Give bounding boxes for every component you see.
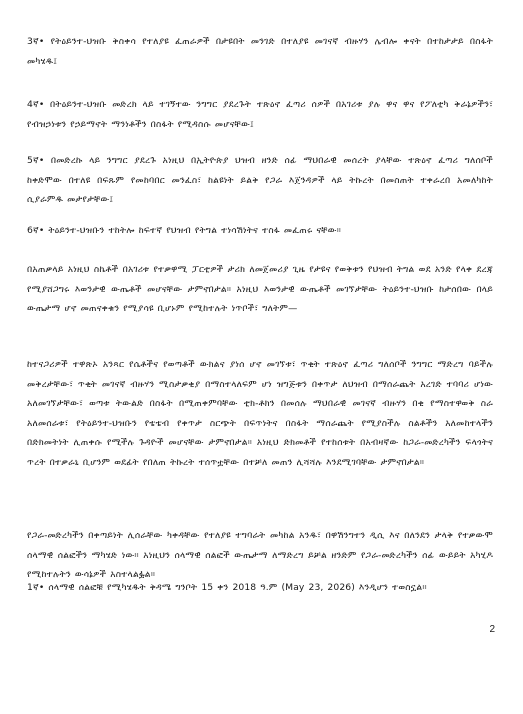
paragraph-decision-1: 1ኛ• ሰላማዊ ሰልፎቹ የሚካሄዱት ቅዳሜ ግንቦት 15 ቀን 2018 ዓ.ም (May 23, 2026) እንዲሆን ተወስኗል። (27, 582, 427, 593)
paragraph-point-3: 3ኛ• የትዕይንተ-ህዝቡ ቅስቀሳ የተለያዩ ፈጠራዎች በታዩበት መንገድ በተለያዩ መገናኛ ብዙሃን ሌብሎ ቀናት በተከታታይ በስፋት መካሄዱ፤ (27, 36, 493, 67)
paragraph-weaknesses: ከተናጋሪዎች ተዋጽኦ አንጻር የሴቶችና የወጣቶች ውክልና ያነሰ ሆኖ መገኘቱ፣ ጥቂት ተጽዕኖ ፈጣሪ ግለሰቦች ንግግር ማድረግ ባይችሉ መቅረታቸው፣ ጥቂት መገናኛ ብዙሃን ሚስታቃቂያ በማስተላለፍም ሆነ ዝግጅቱን በቀጥታ ለህዝብ በማሰራጨት አረገድ ተባባሪ ሆነው አለመገኘታቸው፣ ወጣቱ ትውልድ በስፋት በሚጠቀምባቸው ቲክ-ቶክን በመሰሉ ማህበራዊ መገናኛ ብዙሃን በቂ የማስተዋወቅ ስራ አለመሰራቱ፣ የትዕይንተ-ህዝቡን የቴቴብ የቀጥታ ስርጭት በፍጥነትና በስፋት ማሰራጨት የሚያስችሉ ስልቶችን አለመከተላችን በድክመትነት ሊጠቀሱ የሚችሉ ጉዳዮች መሆናቸው ታምኖበታል። አነዚህ ድክመቶች የተከሰቱት በአብዛኛው ከጋራ-መድረካችን ፍላጎትና ጥረት በተቃራኒ ቢሆንም ወደፊት የበለጠ ትኩረት ተሰጥቷቸው በተቻለ መጠን ሊሻሻሉ እንደሚገባቸው ታምኖበታል። (27, 359, 493, 468)
page-number: 2 (489, 624, 495, 635)
paragraph-point-5: 5ኛ• በመድረኩ ላይ ንግግር ያደረጉ አነዚህ በኢትዮጵያ ህዝብ ዘንድ ሰፊ ማህበራዊ መሰረት ያላቸው ተጽዕኖ ፈጣሪ ግለሰቦች ከቀድሞው በተለዩ በፍጹም የመከባበር መንፈስ፣ ከልዩነት ይልቅ የጋራ እጀንዳዎች ላይ ትኩረት በመስጠት ተቀራረበ አመለካከት ሲያራምዱ መታየታቸው፤ (27, 155, 493, 205)
paragraph-point-6: 6ኛ• ትዕይንተ-ህዝቡን ተከትሎ ከፍተኛ የህዝብ የትግል ተነሳሽነትና ተስፋ መፈጠሩ ናቸው። (27, 225, 342, 236)
paragraph-point-4: 4ኛ• በትዕይንተ-ህዝቡ መድረክ ላይ ተገኝተው ንግግር ያደረጉት ተጽዕኖ ፈጣሪ ሰዎች በአገሪቱ ያሉ ዋና ዋና የፖለቲካ ቅራኔዎችን፣ የብዝኃነቱን የኃይማኖት ማንነቶችን በስፋት የሚዳስሱ መሆናቸው፤ (27, 99, 493, 130)
paragraph-next-steps: የጋራ-መድረካችን በቀጣይነት ሊሰራቸው ካቀዳቸው የተለያዩ ተግባራት መካከል አንዱ፣ በዋሽንግተን ዲሲ እና በለንደን ታላቅ የተቃውሞ ሰላማዊ ሰልፎችን ማካሄድ ነው። አነዚህን ሰላማዊ ሰልፎች ውጤታማ ለማድረግ ይቻል ዘንድም የጋራ-መድረካችን ሰፊ ውይይት አካሂዶ የሚከተሉትን ውሳኔዎች አስተላልፏል። (27, 530, 493, 580)
paragraph-summary: በአጠቃላይ አነዚህ ስኬቶች በአገሪቱ የተቃዋሚ ፓርቲዎች ታሪክ ለመጀመሪያ ጊዜ የታዩና የወቅቱን የህዝብ ትግል ወደ አንድ የላቀ ደረጃ የሚያሸጋግሩ እወንታዊ ውጤቶች መሆናቸው ታምኖበታል። አነዚህ እወንታዊ ውጤቶች መገኘታቸው ትዕይንተ-ህዝቡ ከታሰበው በላይ ውጤታማ ሆኖ መጠናቀቁን የሚያሳዩ ቢሆኑም የሚከተሉት ነጥቦች፣ ግለትም— (27, 264, 493, 314)
